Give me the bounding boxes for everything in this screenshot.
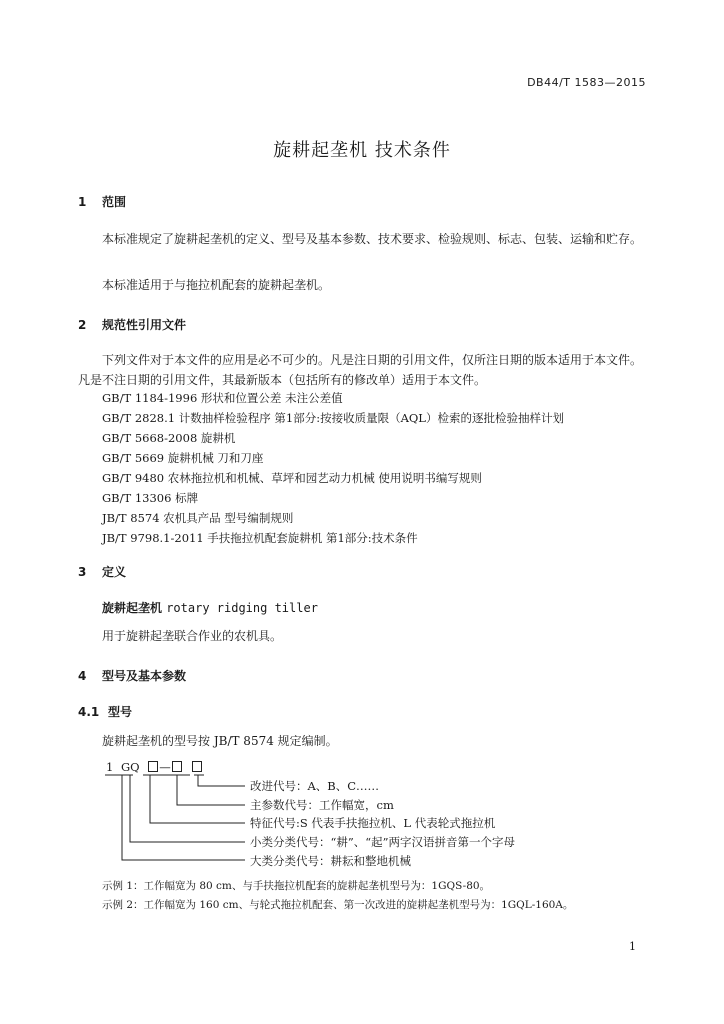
definition-text: 用于旋耕起垄联合作业的农机具。 — [102, 629, 283, 643]
section-number: 3 — [78, 565, 87, 579]
legend-improvement-code: 改进代号：A、B、C…… — [250, 779, 380, 793]
reference-item: GB/T 13306 标牌 — [102, 491, 199, 505]
section-heading-definition — [78, 563, 126, 580]
section-title: 范围 — [102, 195, 127, 209]
subsection-title: 型号 — [108, 705, 133, 719]
code-feature-placeholder-box — [148, 761, 158, 772]
section-number: 4 — [78, 669, 87, 683]
section-title: 规范性引用文件 — [102, 318, 187, 332]
term-chinese: 旋耕起垄机 — [102, 601, 163, 615]
subsection-number: 4.1 — [78, 705, 100, 719]
reference-item: GB/T 1184-1996 形状和位置公差 未注公差值 — [102, 391, 343, 405]
section-title: 定义 — [102, 565, 127, 579]
document-title: 旋耕起垄机 技术条件 — [273, 140, 451, 161]
page-number: 1 — [629, 940, 636, 953]
document-code: DB44/T 1583—2015 — [527, 76, 646, 89]
example-1: 示例 1：工作幅宽为 80 cm、与手扶拖拉机配套的旋耕起垄机型号为：1GQS-80。 — [102, 880, 491, 892]
reference-list — [102, 388, 564, 548]
legend-class-code: 大类分类代号：耕耘和整地机械 — [250, 853, 411, 868]
normative-intro-paragraph: 下列文件对于本文件的应用是必不可少的。凡是注日期的引用文件，仅所注日期的版本适用于本文件。凡是不注日期的引用文件，其最新版本（包括所有的修改单）适用于本文件。 — [78, 353, 643, 387]
section-heading-model-parameters — [78, 667, 186, 684]
reference-item: GB/T 5669 旋耕机械 刀和刀座 — [102, 451, 264, 465]
legend-feature-code: 特征代号:S 代表手扶拖拉机、L 代表轮式拖拉机 — [250, 816, 496, 831]
code-subclass-letters: GQ — [120, 760, 140, 774]
section-heading-scope — [78, 193, 126, 210]
example-2: 示例 2：工作幅宽为 160 cm、与轮式拖拉机配套、第一次改进的旋耕起垄机型号为：1GQL-160A。 — [102, 899, 574, 911]
scope-paragraph-1: 本标准规定了旋耕起垄机的定义、型号及基本参数、技术要求、检验规则、标志、包装、运输和贮存。 — [102, 232, 643, 246]
subsection-heading-model — [78, 703, 132, 720]
reference-item: GB/T 5668-2008 旋耕机 — [102, 431, 236, 445]
reference-item: JB/T 8574 农机具产品 型号编制规则 — [102, 511, 294, 525]
term-english: rotary ridging tiller — [166, 601, 318, 615]
legend-subclass-code: 小类分类代号：“耕”、“起”两字汉语拼音第一个字母 — [250, 835, 516, 850]
code-class-digit: 1 — [106, 760, 114, 774]
model-description: 旋耕起垄机的型号按 JB/T 8574 规定编制。 — [102, 734, 338, 748]
section-number: 1 — [78, 195, 87, 209]
section-title: 型号及基本参数 — [102, 669, 187, 683]
code-dash: — — [159, 760, 171, 774]
section-heading-normative-references — [78, 316, 186, 333]
code-parameter-placeholder-box — [172, 761, 182, 772]
reference-item: JB/T 9798.1-2011 手扶拖拉机配套旋耕机 第1部分:技术条件 — [102, 531, 418, 545]
legend-main-parameter-code: 主参数代号：工作幅宽，cm — [250, 797, 394, 812]
model-code-legend — [250, 777, 515, 871]
definition-term — [102, 599, 318, 616]
section-number: 2 — [78, 318, 87, 332]
reference-item: GB/T 9480 农林拖拉机和机械、草坪和园艺动力机械 使用说明书编写规则 — [102, 471, 482, 485]
model-code-bracket-lines — [100, 772, 250, 867]
code-improvement-placeholder-box — [192, 761, 202, 772]
reference-item: GB/T 2828.1 计数抽样检验程序 第1部分:按接收质量限（AQL）检索的逐批检验抽样计划 — [102, 411, 564, 425]
scope-paragraph-2: 本标准适用于与拖拉机配套的旋耕起垄机。 — [102, 278, 331, 292]
